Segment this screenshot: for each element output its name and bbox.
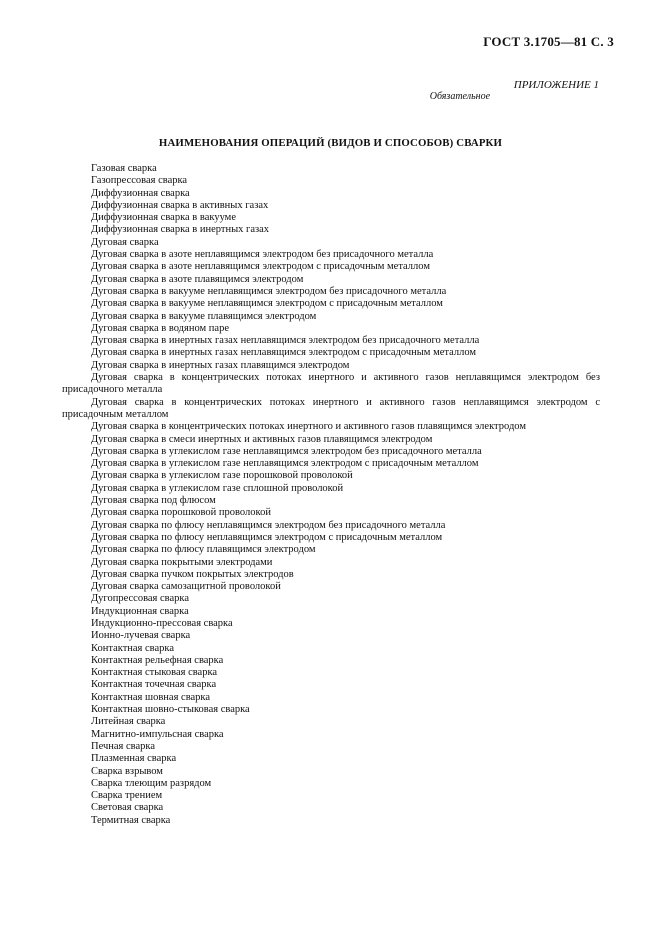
list-item: Дуговая сварка в концентрических потоках инертного и активного газов неплавящимся электродом без присадочного металла <box>62 372 600 396</box>
document-reference: ГОСТ 3.1705—81 С. 3 <box>483 34 614 49</box>
list-item: Дуговая сварка по флюсу плавящимся электродом <box>91 544 316 556</box>
list-item: Ионно-лучевая сварка <box>91 630 191 642</box>
list-item: Дуговая сварка самозащитной проволокой <box>91 581 281 593</box>
page-title: НАИМЕНОВАНИЯ ОПЕРАЦИЙ (ВИДОВ И СПОСОБОВ) СВАРКИ <box>158 137 503 149</box>
list-item: Дуговая сварка пучком покрытых электродов <box>91 568 294 580</box>
list-item: Дуговая сварка в концентрических потоках инертного и активного газов плавящимся электродом <box>91 421 526 433</box>
list-item: Индукционно-прессовая сварка <box>91 617 233 629</box>
operations-list <box>62 163 600 827</box>
list-item: Дуговая сварка в водяном паре <box>91 322 229 334</box>
list-item: Газопрессовая сварка <box>91 175 188 187</box>
list-item: Дуговая сварка в вакууме неплавящимся электродом с присадочным металлом <box>91 298 443 310</box>
list-item: Контактная шовно-стыковая сварка <box>91 704 250 716</box>
list-item: Термитная сварка <box>91 814 171 826</box>
list-item: Сварка взрывом <box>91 765 163 777</box>
list-item: Контактная сварка <box>91 642 175 654</box>
list-item: Дуговая сварка в концентрических потоках инертного и активного газов неплавящимся электродом с присадочным металлом <box>62 396 600 420</box>
list-item: Контактная точечная сварка <box>91 679 217 691</box>
appendix-label: ПРИЛОЖЕНИЕ 1 <box>513 79 599 91</box>
list-item: Дуговая сварка порошковой проволокой <box>91 507 271 519</box>
list-item: Дуговая сварка в углекислом газе неплавящимся электродом с присадочным металлом <box>91 458 479 470</box>
list-item: Дуговая сварка в азоте неплавящимся электродом без присадочного металла <box>91 249 434 261</box>
appendix-status: Обязательное <box>429 91 491 102</box>
list-item: Диффузионная сварка в вакууме <box>91 212 236 224</box>
list-item: Индукционная сварка <box>91 605 189 617</box>
list-item: Световая сварка <box>91 802 164 814</box>
list-item: Контактная шовная сварка <box>91 691 211 703</box>
list-item: Литейная сварка <box>91 716 166 728</box>
list-item: Диффузионная сварка в активных газах <box>91 199 269 211</box>
list-item: Дуговая сварка в вакууме неплавящимся электродом без присадочного металла <box>91 285 447 297</box>
list-item: Дуговая сварка по флюсу неплавящимся электродом с присадочным металлом <box>91 531 443 543</box>
list-item: Дуговая сварка покрытыми электродами <box>91 556 273 568</box>
list-item: Дуговая сварка в инертных газах неплавящимся электродом с присадочным металлом <box>91 347 477 359</box>
list-item: Сварка трением <box>91 790 163 802</box>
list-item: Дуговая сварка в инертных газах плавящимся электродом <box>91 359 350 371</box>
list-item: Дуговая сварка <box>91 236 159 248</box>
list-item: Дуговая сварка в вакууме плавящимся электродом <box>91 310 317 322</box>
list-item: Диффузионная сварка <box>91 187 190 199</box>
list-item: Дуговая сварка в смеси инертных и активных газов плавящимся электродом <box>91 433 433 445</box>
list-item: Дуговая сварка в углекислом газе сплошной проволокой <box>91 482 344 494</box>
list-item: Сварка тлеющим разрядом <box>91 777 212 789</box>
list-item: Газовая сварка <box>91 163 157 174</box>
list-item: Дуговая сварка в азоте плавящимся электродом <box>91 273 304 285</box>
list-item: Диффузионная сварка в инертных газах <box>91 224 270 236</box>
list-item: Печная сварка <box>91 740 155 752</box>
list-item: Дуговая сварка в углекислом газе порошковой проволокой <box>91 470 353 482</box>
list-item: Дуговая сварка в углекислом газе неплавящимся электродом без присадочного металла <box>91 445 482 457</box>
list-item: Дуговая сварка под флюсом <box>91 495 216 507</box>
list-item: Контактная стыковая сварка <box>91 667 218 679</box>
list-item: Магнитно-импульсная сварка <box>91 728 224 740</box>
list-item: Контактная рельефная сварка <box>91 654 224 666</box>
appendix-block <box>429 79 599 103</box>
list-item: Дугопрессовая сварка <box>91 593 189 605</box>
list-item: Дуговая сварка в азоте неплавящимся электродом с присадочным металлом <box>91 261 430 273</box>
list-item: Дуговая сварка по флюсу неплавящимся электродом без присадочного металла <box>91 519 446 531</box>
list-item: Дуговая сварка в инертных газах неплавящимся электродом без присадочного металла <box>91 335 480 347</box>
list-item: Плазменная сварка <box>91 753 177 765</box>
